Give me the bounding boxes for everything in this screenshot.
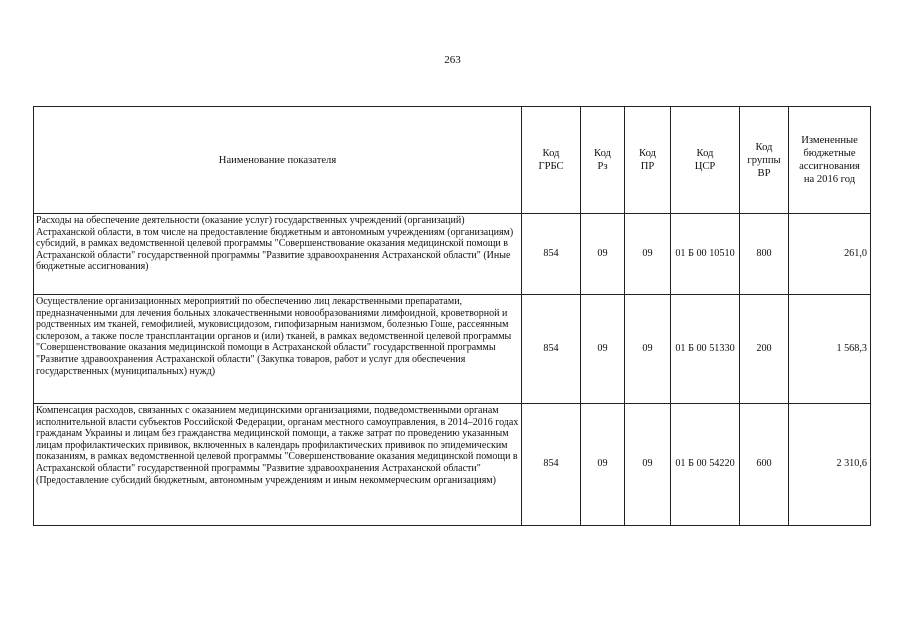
header-name: Наименование показателя [34, 107, 522, 214]
header-pr: Код ПР [625, 107, 671, 214]
row-amount: 1 568,3 [789, 295, 871, 404]
header-amount: Измененные бюджетные ассигнования на 2016 год [789, 107, 871, 214]
header-rz: Код Рз [581, 107, 625, 214]
row-name: Осуществление организационных мероприятий по обеспечению лиц лекарственными препаратами, предназначенными для лечения больных злокачественными новообразованиями лимфоидной, кроветворной и родственных им тканей, гемофилией, муковисцидозом, гипофизарным нанизмом, болезнью Гоше, рассеянным склерозом, а также после трансплантации органов и (или) тканей, в рамках ведомственной целевой программы "Совершенствование оказания медицинской помощи в Астраханской области" государственной программы "Развитие здравоохранения Астраханской области" (Закупка товаров, работ и услуг для обеспечения государственных (муниципальных) нужд) [34, 295, 522, 404]
row-vr: 800 [740, 214, 789, 295]
row-csr: 01 Б 00 10510 [671, 214, 740, 295]
page-number: 263 [444, 54, 461, 66]
row-amount: 2 310,6 [789, 404, 871, 526]
header-csr: Код ЦСР [671, 107, 740, 214]
row-vr: 200 [740, 295, 789, 404]
table-row [34, 214, 871, 295]
budget-table [33, 106, 871, 526]
header-vr: Код группы ВР [740, 107, 789, 214]
row-grbs: 854 [522, 295, 581, 404]
row-vr: 600 [740, 404, 789, 526]
row-csr: 01 Б 00 51330 [671, 295, 740, 404]
row-rz: 09 [581, 404, 625, 526]
row-grbs: 854 [522, 404, 581, 526]
row-name: Расходы на обеспечение деятельности (оказание услуг) государственных учреждений (организаций) Астраханской области, в том числе на предоставление бюджетным и автономным учреждениям (организациям) субсидий, в рамках ведомственной целевой программы "Совершенствование оказания медицинской помощи в Астраханской области" государственной программы "Развитие здравоохранения Астраханской области" (Иные бюджетные ассигнования) [34, 214, 522, 295]
table-row [34, 295, 871, 404]
table-row [34, 404, 871, 526]
row-name: Компенсация расходов, связанных с оказанием медицинскими организациями, подведомственными органам исполнительной власти субъектов Российской Федерации, органам местного самоуправления, в 2014–2016 годах гражданам Украины и лицам без гражданства медицинской помощи, а также затрат по проведению указанным лицам профилактических прививок, включенных в календарь профилактических прививок по эпидемическим показаниям, в рамках ведомственной целевой программы "Совершенствование оказания медицинской помощи в Астраханской области" государственной программы "Развитие здравоохранения Астраханской области" (Предоставление субсидий бюджетным, автономным учреждениям и иным некоммерческим организациям) [34, 404, 522, 526]
row-rz: 09 [581, 214, 625, 295]
row-grbs: 854 [522, 214, 581, 295]
row-pr: 09 [625, 404, 671, 526]
row-pr: 09 [625, 295, 671, 404]
header-row [34, 107, 871, 214]
header-grbs: Код ГРБС [522, 107, 581, 214]
row-amount: 261,0 [789, 214, 871, 295]
row-rz: 09 [581, 295, 625, 404]
row-pr: 09 [625, 214, 671, 295]
row-csr: 01 Б 00 54220 [671, 404, 740, 526]
